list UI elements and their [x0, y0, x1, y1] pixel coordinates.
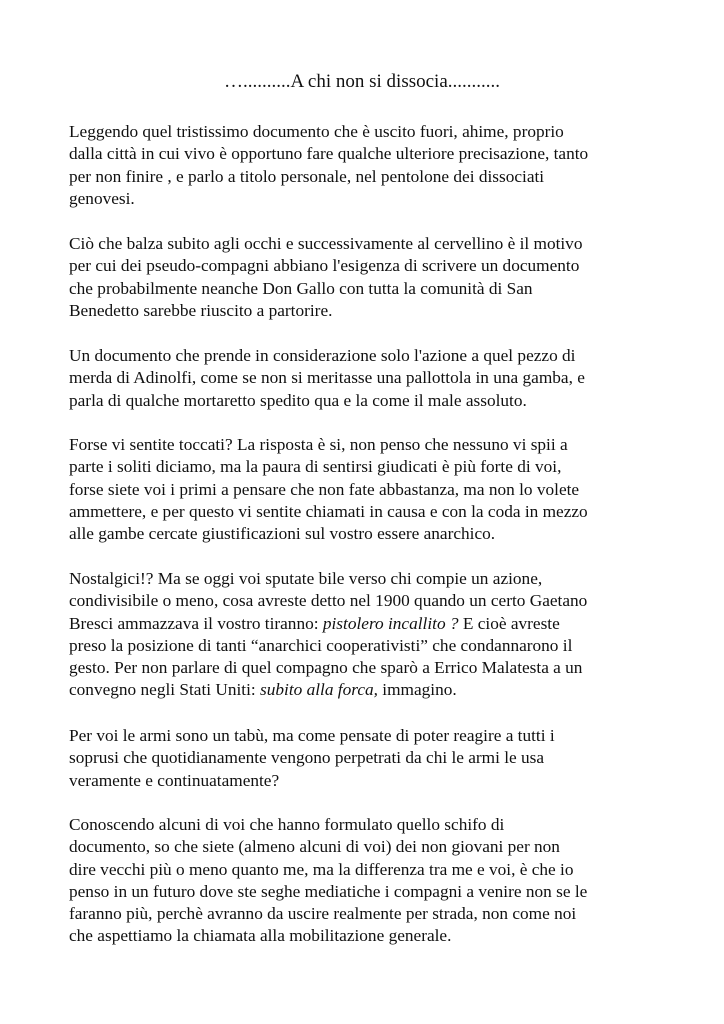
text-line: condivisibile o meno, cosa avreste detto nel 1900 quando un certo Gaetano [69, 591, 588, 611]
text-line: ammettere, e per questo vi sentite chiamati in causa e con la coda in mezzo [69, 501, 588, 521]
text-line: veramente e continuatamente? [69, 770, 280, 790]
paragraph-1 [69, 121, 669, 210]
text-line: Conoscendo alcuni di voi che hanno formulato quello schifo di [69, 815, 505, 834]
text-line: gesto. Per non parlare di quel compagno che sparò a Errico Malatesta a un [69, 658, 583, 678]
text-line: per cui dei pseudo-compagni abbiano l'esigenza di scrivere un documento [69, 256, 580, 276]
text-line: documento, so che siete (almeno alcuni di voi) dei non giovani per non [69, 837, 560, 857]
text-line: merda di Adinolfi, come se non si meritasse una pallottola in una gamba, e [69, 368, 585, 388]
paragraph-2 [69, 233, 669, 322]
paragraph-5 [69, 568, 669, 702]
italic-quote: subito alla forca, [260, 680, 378, 700]
text-line: che aspettiamo la chiamata alla mobilitazione generale. [69, 926, 452, 946]
text-segment: immagino. [377, 680, 457, 700]
text-line: Leggendo quel tristissimo documento che è uscito fuori, ahime, proprio [69, 122, 564, 141]
text-line: Un documento che prende in considerazione solo l'azione a quel pezzo di [69, 346, 576, 365]
text-line: per non finire , e parlo a titolo personale, nel pentolone dei dissociati [69, 166, 545, 186]
text-segment: E cioè avreste [458, 613, 560, 633]
text-line: Per voi le armi sono un tabù, ma come pensate di poter reagire a tutti i [69, 726, 555, 745]
paragraph-3 [69, 345, 669, 412]
text-segment: convegno negli Stati Uniti: [69, 680, 261, 700]
text-line: Forse vi sentite toccati? La risposta è si, non penso che nessuno vi spii a [69, 435, 568, 454]
text-line: alle gambe cercate giustificazioni sul vostro essere anarchico. [69, 524, 496, 544]
text-line: che probabilmente neanche Don Gallo con tutta la comunità di San [69, 278, 533, 298]
paragraph-4 [69, 434, 669, 545]
text-line: parla di qualche mortaretto spedito qua e la come il male assoluto. [69, 390, 527, 410]
text-line: faranno più, perchè avranno da uscire realmente per strada, non come noi [69, 904, 577, 924]
text-line: Ciò che balza subito agli occhi e successivamente al cervellino è il motivo [69, 234, 583, 253]
text-line: parte i soliti diciamo, ma la paura di sentirsi giudicati è più forte di voi, [69, 457, 562, 477]
text-line: genovesi. [69, 188, 135, 208]
text-line [69, 613, 669, 635]
paragraph-7 [69, 814, 669, 948]
text-line: dalla città in cui vivo è opportuno fare qualche ulteriore precisazione, tanto [69, 144, 589, 164]
text-line: Nostalgici!? Ma se oggi voi sputate bile verso chi compie un azione, [69, 569, 543, 588]
text-line [69, 679, 669, 701]
text-line: Benedetto sarebbe riuscito a partorire. [69, 300, 333, 320]
paragraph-6 [69, 725, 669, 792]
text-line: preso la posizione di tanti “anarchici cooperativisti” che condannarono il [69, 635, 573, 655]
document-title: …..........A chi non si dissocia........... [223, 71, 501, 92]
text-line: soprusi che quotidianamente vengono perpetrati da chi le armi le usa [69, 748, 545, 768]
text-line: forse siete voi i primi a pensare che non fate abbastanza, ma non lo volete [69, 479, 580, 499]
text-line: penso in un futuro dove ste seghe mediatiche i compagni a venire non se le [69, 881, 588, 901]
italic-quote: pistolero incallito ? [322, 613, 459, 633]
text-segment: Bresci ammazzava il vostro tiranno: [69, 613, 323, 633]
text-line: dire vecchi più o meno quanto me, ma la differenza tra me e voi, è che io [69, 859, 574, 879]
